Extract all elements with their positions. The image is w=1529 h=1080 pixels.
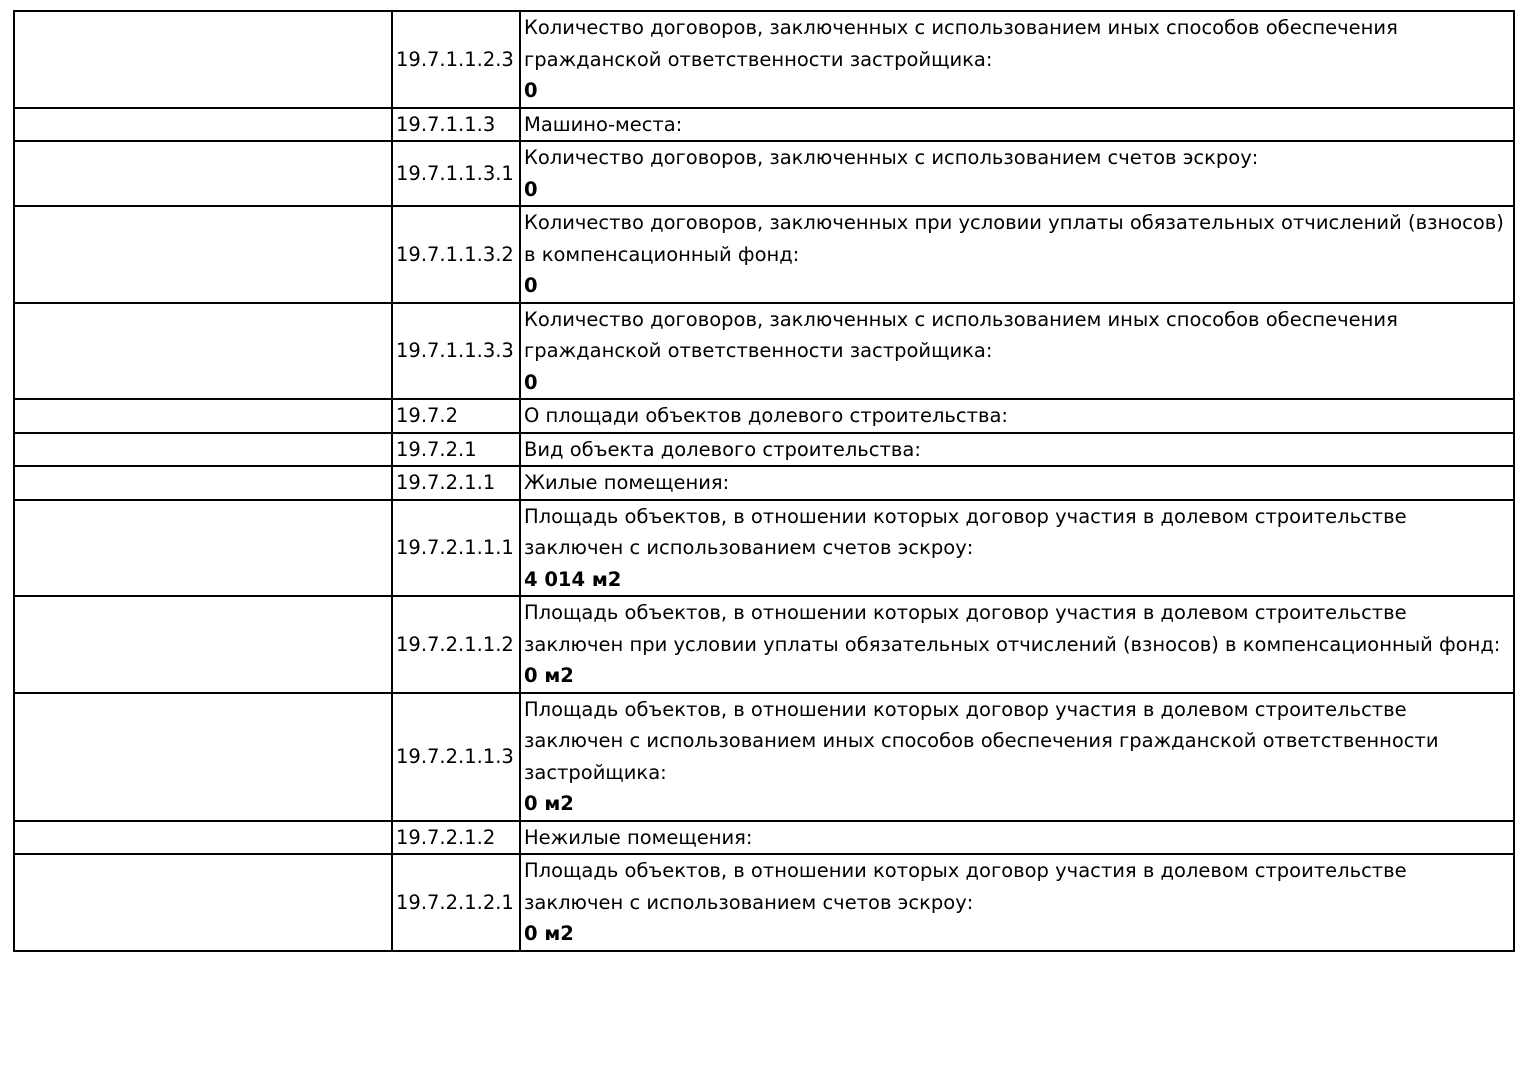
row-code: 19.7.2.1.1 — [396, 471, 496, 494]
row-code: 19.7.2.1.2 — [396, 825, 496, 849]
row-code: 19.7.2.1 — [396, 437, 477, 461]
field-value: 0 — [524, 79, 538, 102]
row-left-cell — [14, 854, 392, 951]
table-row — [14, 433, 1514, 467]
table-row — [14, 854, 1514, 951]
row-description-cell — [520, 596, 1514, 693]
table-row — [14, 596, 1514, 693]
row-left-cell — [14, 206, 392, 303]
row-code: 19.7.1.1.3.3 — [396, 339, 514, 362]
table-row — [14, 693, 1514, 821]
row-code: 19.7.2.1.1.1 — [396, 536, 514, 559]
row-code-cell — [392, 108, 520, 142]
field-label: О площади объектов долевого строительства: — [524, 404, 1008, 427]
row-description-cell — [520, 206, 1514, 303]
row-code: 19.7.2.1.1.2 — [396, 632, 514, 656]
field-label: Количество договоров, заключенных с использованием иных способов обеспечения гражданской ответственности застройщика: — [524, 307, 1398, 362]
row-left-cell — [14, 303, 392, 400]
row-code-cell — [392, 141, 520, 206]
field-label: Количество договоров, заключенных при условии уплаты обязательных отчислений (взносов) в компенсационный фонд: — [524, 211, 1504, 266]
row-code-cell — [392, 11, 520, 108]
row-code-cell — [392, 596, 520, 693]
row-code: 19.7.1.1.2.3 — [396, 47, 514, 71]
field-value: 0 — [524, 177, 538, 201]
row-left-cell — [14, 399, 392, 433]
row-left-cell — [14, 141, 392, 206]
row-code-cell — [392, 500, 520, 597]
row-description-cell — [520, 854, 1514, 951]
row-left-cell — [14, 596, 392, 693]
row-code: 19.7.2 — [396, 404, 459, 427]
row-left-cell — [14, 693, 392, 821]
row-left-cell — [14, 500, 392, 597]
row-description-cell — [520, 466, 1514, 500]
declaration-table-body — [14, 11, 1514, 951]
row-code: 19.7.1.1.3.2 — [396, 242, 514, 266]
field-label: Площадь объектов, в отношении которых договор участия в долевом строительстве заключен с использованием иных способов обеспечения гражданской ответственности застройщика: — [524, 697, 1439, 784]
row-left-cell — [14, 466, 392, 500]
field-label: Нежилые помещения: — [524, 825, 753, 849]
field-label: Количество договоров, заключенных с использованием иных способов обеспечения гражданской ответственности застройщика: — [524, 16, 1398, 71]
field-label: Площадь объектов, в отношении которых договор участия в долевом строительстве заключен при условии уплаты обязательных отчислений (взносов) в компенсационный фонд: — [524, 601, 1501, 656]
row-left-cell — [14, 821, 392, 855]
row-description-cell — [520, 693, 1514, 821]
field-label: Вид объекта долевого строительства: — [524, 437, 921, 461]
field-label: Площадь объектов, в отношении которых договор участия в долевом строительстве заключен с использованием счетов эскроу: — [524, 504, 1407, 559]
row-code-cell — [392, 693, 520, 821]
row-code-cell — [392, 854, 520, 951]
field-label: Площадь объектов, в отношении которых договор участия в долевом строительстве заключен с использованием счетов эскроу: — [524, 859, 1407, 914]
row-description-cell — [520, 108, 1514, 142]
row-code: 19.7.1.1.3 — [396, 112, 496, 136]
row-code: 19.7.2.1.2.1 — [396, 890, 514, 914]
row-description-cell — [520, 141, 1514, 206]
row-code-cell — [392, 206, 520, 303]
row-code: 19.7.1.1.3.1 — [396, 161, 514, 185]
field-value: 0 — [524, 370, 538, 394]
field-label: Машино-места: — [524, 112, 683, 136]
field-value: 4 014 м2 — [524, 567, 622, 591]
row-description-cell — [520, 821, 1514, 855]
field-value: 0 м2 — [524, 792, 574, 815]
table-row — [14, 206, 1514, 303]
row-left-cell — [14, 433, 392, 467]
table-row — [14, 141, 1514, 206]
row-code-cell — [392, 433, 520, 467]
field-value: 0 м2 — [524, 664, 574, 687]
table-row — [14, 108, 1514, 142]
row-code-cell — [392, 303, 520, 400]
row-code-cell — [392, 821, 520, 855]
row-left-cell — [14, 108, 392, 142]
row-description-cell — [520, 11, 1514, 108]
table-row — [14, 303, 1514, 400]
row-description-cell — [520, 433, 1514, 467]
row-code-cell — [392, 399, 520, 433]
field-value: 0 м2 — [524, 922, 574, 945]
row-description-cell — [520, 303, 1514, 400]
row-code: 19.7.2.1.1.3 — [396, 744, 514, 768]
declaration-table — [13, 10, 1515, 952]
row-left-cell — [14, 11, 392, 108]
field-value: 0 — [524, 274, 538, 297]
table-row — [14, 11, 1514, 108]
row-description-cell — [520, 399, 1514, 433]
table-row — [14, 466, 1514, 500]
table-row — [14, 399, 1514, 433]
table-row — [14, 821, 1514, 855]
field-label: Количество договоров, заключенных с использованием счетов эскроу: — [524, 146, 1259, 169]
row-code-cell — [392, 466, 520, 500]
field-label: Жилые помещения: — [524, 471, 730, 494]
row-description-cell — [520, 500, 1514, 597]
table-row — [14, 500, 1514, 597]
